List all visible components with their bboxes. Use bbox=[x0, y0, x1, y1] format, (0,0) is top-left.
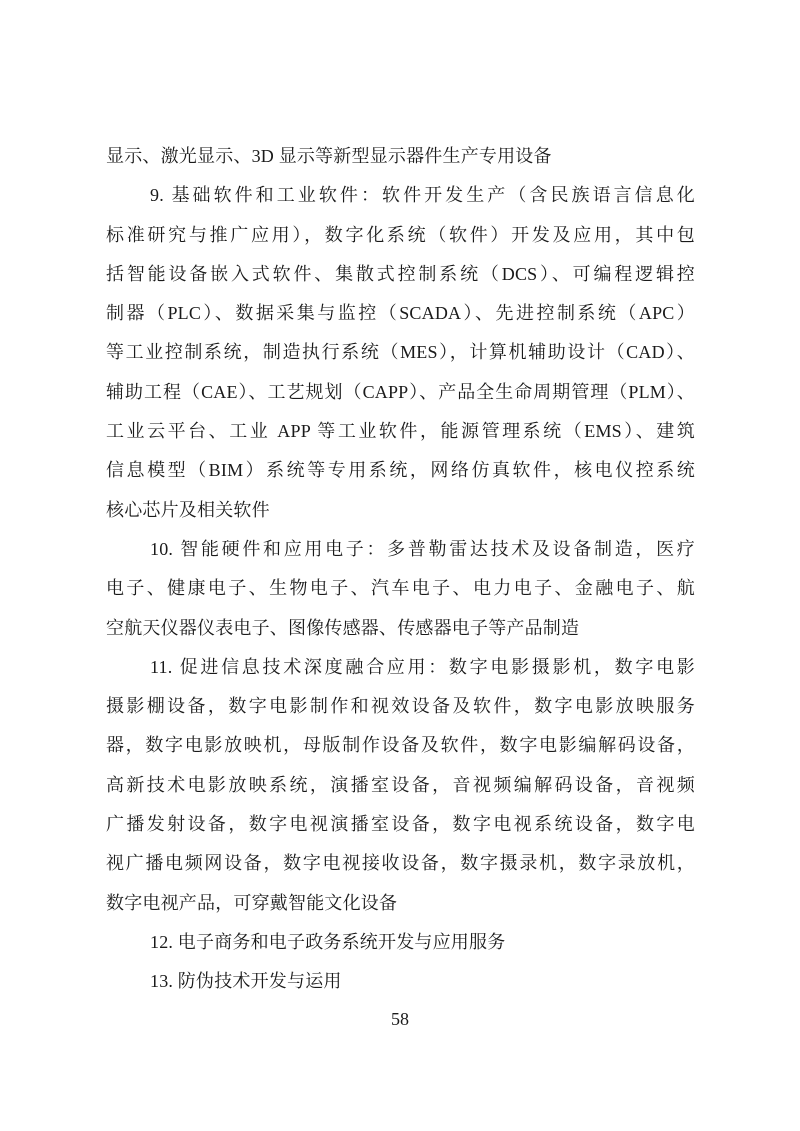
text-line: 等工业控制系统，制造执行系统（MES），计算机辅助设计（CAD）、 bbox=[106, 342, 695, 363]
text-line: 显示、激光显示、3D 显示等新型显示器件生产专用设备 bbox=[106, 146, 552, 166]
text-line: 器，数字电影放映机，母版制作设备及软件，数字电影编解码设备， bbox=[106, 735, 695, 756]
text-line: 9. 基础软件和工业软件：软件开发生产（含民族语言信息化 bbox=[150, 185, 695, 206]
text-line: 标准研究与推广应用），数字化系统（软件）开发及应用，其中包 bbox=[106, 224, 695, 245]
text-line: 高新技术电影放映系统，演播室设备，音视频编解码设备，音视频 bbox=[106, 774, 695, 795]
text-line: 电子、健康电子、生物电子、汽车电子、电力电子、金融电子、航 bbox=[106, 578, 695, 599]
text-line: 空航天仪器仪表电子、图像传感器、传感器电子等产品制造 bbox=[106, 617, 580, 638]
text-line: 11. 促进信息技术深度融合应用：数字电影摄影机，数字电影 bbox=[150, 656, 695, 677]
text-line: 核心芯片及相关软件 bbox=[106, 499, 270, 520]
text-line: 括智能设备嵌入式软件、集散式控制系统（DCS）、可编程逻辑控 bbox=[106, 263, 695, 284]
text-line: 信息模型（BIM）系统等专用系统，网络仿真软件，核电仪控系统 bbox=[106, 460, 695, 481]
text-line: 制器（PLC）、数据采集与监控（SCADA）、先进控制系统（APC） bbox=[106, 303, 695, 324]
text-line: 摄影棚设备，数字电影制作和视效设备及软件，数字电影放映服务 bbox=[106, 696, 695, 717]
text-line: 数字电视产品，可穿戴智能文化设备 bbox=[106, 892, 398, 913]
body-text bbox=[106, 137, 695, 1002]
text-line: 13. 防伪技术开发与运用 bbox=[150, 971, 342, 992]
text-line: 视广播电频网设备，数字电视接收设备，数字摄录机，数字录放机， bbox=[106, 853, 695, 874]
text-line: 广播发射设备，数字电视演播室设备，数字电视系统设备，数字电 bbox=[106, 814, 695, 835]
text-line: 12. 电子商务和电子政务系统开发与应用服务 bbox=[150, 931, 506, 952]
text-line: 10. 智能硬件和应用电子：多普勒雷达技术及设备制造，医疗 bbox=[150, 538, 695, 559]
page-number: 58 bbox=[391, 1009, 409, 1029]
text-line: 辅助工程（CAE）、工艺规划（CAPP）、产品全生命周期管理（PLM）、 bbox=[106, 381, 695, 402]
text-line: 工业云平台、工业 APP 等工业软件，能源管理系统（EMS）、建筑 bbox=[106, 421, 695, 442]
